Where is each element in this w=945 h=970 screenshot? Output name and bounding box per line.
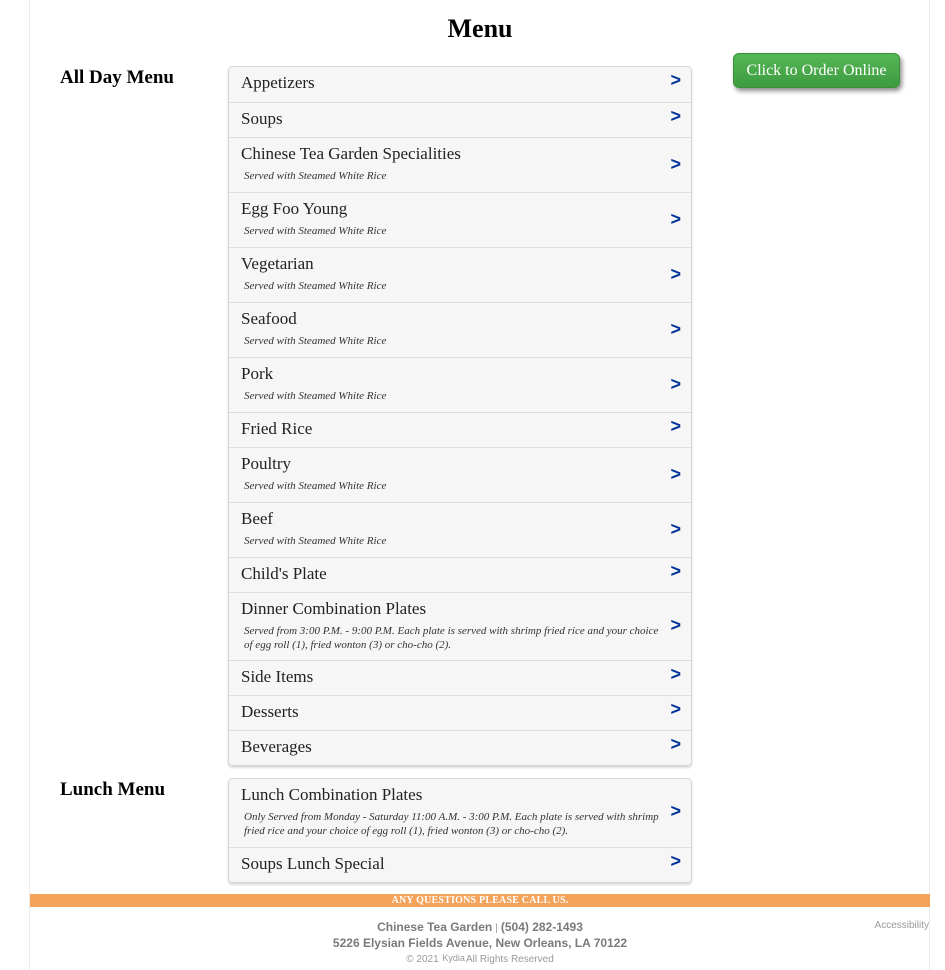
menu-item-fried-rice[interactable]: [229, 412, 691, 447]
menu-item-beef[interactable]: [229, 502, 691, 557]
footer-copyright: [30, 952, 930, 966]
menu-item-title: Pork: [241, 364, 274, 383]
menu-item-title: Egg Foo Young: [241, 199, 348, 218]
menu-item-poultry[interactable]: [229, 447, 691, 502]
menu-item-title: Seafood: [241, 309, 297, 328]
chevron-right-icon: >: [670, 734, 681, 754]
all-day-menu-list: [228, 66, 692, 766]
menu-item-soups-lunch-special[interactable]: [229, 847, 691, 882]
chevron-right-icon: >: [670, 70, 681, 90]
menu-item-title: Chinese Tea Garden Specialities: [241, 144, 461, 163]
footer-contact: [30, 920, 930, 950]
menu-item-description: Served with Steamed White Rice: [244, 480, 387, 492]
chevron-right-icon: >: [670, 519, 681, 539]
menu-item-title: Side Items: [241, 667, 314, 686]
chevron-right-icon: >: [670, 264, 681, 284]
menu-item-title: Child's Plate: [241, 564, 327, 583]
menu-item-lunch-combination-plates[interactable]: [229, 779, 691, 847]
chevron-right-icon: >: [670, 154, 681, 174]
menu-item-title: Dinner Combination Plates: [241, 599, 427, 618]
menu-item-title: Soups: [241, 109, 283, 128]
footer-restaurant-name: Chinese Tea Garden: [377, 920, 493, 934]
rights-text: All Rights Reserved: [465, 954, 554, 965]
menu-item-description: Served with Steamed White Rice: [244, 170, 387, 182]
menu-item-description: Served from 3:00 P.M. - 9:00 P.M. Each plate is served with shrimp fried rice and your choice of egg roll (1), fried wonton (3) or cho-cho (2).: [244, 625, 659, 651]
menu-item-description: Served with Steamed White Rice: [244, 390, 387, 402]
chevron-right-icon: >: [670, 106, 681, 126]
menu-item-appetizers[interactable]: [229, 67, 691, 102]
chevron-right-icon: >: [670, 319, 681, 339]
menu-item-side-items[interactable]: [229, 660, 691, 695]
menu-item-title: Soups Lunch Special: [241, 854, 385, 873]
menu-item-title: Beef: [241, 509, 274, 528]
chevron-right-icon: >: [670, 664, 681, 684]
menu-item-description: Served with Steamed White Rice: [244, 225, 387, 237]
menu-item-description: Served with Steamed White Rice: [244, 335, 387, 347]
chevron-right-icon: >: [670, 374, 681, 394]
menu-item-vegetarian[interactable]: [229, 247, 691, 302]
accessibility-link[interactable]: Accessibility: [874, 920, 929, 931]
menu-item-title: Lunch Combination Plates: [241, 785, 423, 804]
chevron-right-icon: >: [670, 699, 681, 719]
menu-item-title: Beverages: [241, 737, 312, 756]
page-title: Menu: [447, 14, 513, 43]
menu-item-title: Desserts: [241, 702, 299, 721]
chevron-right-icon: >: [670, 851, 681, 871]
menu-item-title: Vegetarian: [241, 254, 314, 273]
chevron-right-icon: >: [670, 801, 681, 821]
chevron-right-icon: >: [670, 209, 681, 229]
copyright-text: © 2021: [406, 954, 439, 965]
menu-item-chinese-tea-garden-specialities[interactable]: [229, 137, 691, 192]
chevron-right-icon: >: [670, 416, 681, 436]
menu-item-soups[interactable]: [229, 102, 691, 137]
menu-item-title: Appetizers: [241, 73, 315, 92]
footer-address: 5226 Elysian Fields Avenue, New Orleans, LA 70122: [332, 936, 628, 950]
menu-item-desserts[interactable]: [229, 695, 691, 730]
menu-item-title: Fried Rice: [241, 419, 313, 438]
chevron-right-icon: >: [670, 615, 681, 635]
lunch-menu-list: [228, 778, 692, 883]
menu-item-egg-foo-young[interactable]: [229, 192, 691, 247]
menu-item-pork[interactable]: [229, 357, 691, 412]
menu-item-beverages[interactable]: [229, 730, 691, 765]
footer-phone[interactable]: (504) 282-1493: [500, 920, 583, 934]
menu-item-child-s-plate[interactable]: [229, 557, 691, 592]
chevron-right-icon: >: [670, 464, 681, 484]
menu-item-title: Poultry: [241, 454, 292, 473]
order-online-button[interactable]: Click to Order Online: [733, 53, 900, 88]
menu-item-description: Only Served from Monday - Saturday 11:00 A.M. - 3:00 P.M. Each plate is served with shrimp fried rice and your choice of egg roll (1), fried wonton (3) or cho-cho (2).: [244, 811, 659, 837]
footer-separator: |: [495, 923, 498, 934]
menu-item-description: Served with Steamed White Rice: [244, 535, 387, 547]
kydia-link[interactable]: Kydia: [442, 953, 465, 963]
footer-banner: ANY QUESTIONS PLEASE CALL US.: [30, 894, 930, 907]
all-day-menu-heading: All Day Menu: [60, 67, 174, 88]
lunch-menu-heading: Lunch Menu: [60, 779, 166, 800]
menu-item-seafood[interactable]: [229, 302, 691, 357]
menu-item-description: Served with Steamed White Rice: [244, 280, 387, 292]
chevron-right-icon: >: [670, 561, 681, 581]
menu-item-dinner-combination-plates[interactable]: [229, 592, 691, 660]
